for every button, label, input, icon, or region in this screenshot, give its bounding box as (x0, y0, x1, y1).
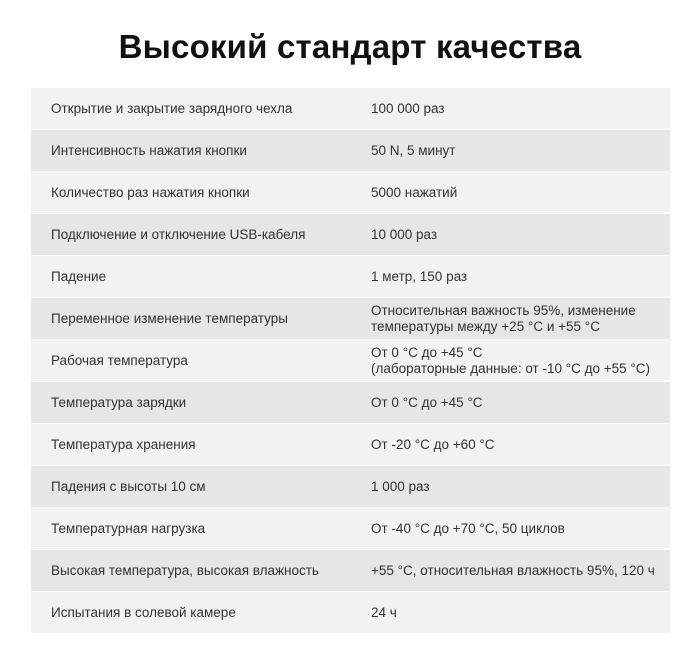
spec-label: Количество раз нажатия кнопки (51, 184, 250, 200)
spec-row (31, 130, 670, 172)
spec-label: Рабочая температура (51, 352, 188, 368)
spec-value: Относительная важность 95%, изменение температуры между +25 °C и +55 °C (371, 302, 636, 334)
page-title: Высокий стандарт качества (118, 28, 582, 66)
spec-label: Испытания в солевой камере (51, 604, 236, 620)
spec-value: 1 метр, 150 раз (371, 268, 468, 284)
spec-row (31, 508, 670, 550)
spec-label: Высокая температура, высокая влажность (51, 562, 319, 578)
spec-label: Падение (51, 268, 107, 284)
spec-value: 10 000 раз (371, 226, 438, 242)
spec-row (31, 298, 670, 340)
spec-value: От 0 °C до +45 °C (371, 394, 483, 410)
spec-row (31, 172, 670, 214)
spec-row (31, 466, 670, 508)
spec-label: Температурная нагрузка (51, 520, 206, 536)
spec-row (31, 256, 670, 298)
spec-row (31, 424, 670, 466)
spec-label: Температура хранения (51, 436, 196, 452)
spec-value: От -40 °C до +70 °C, 50 циклов (371, 520, 565, 536)
spec-row (31, 382, 670, 424)
spec-row (31, 214, 670, 256)
spec-label: Переменное изменение температуры (51, 310, 288, 326)
spec-value: От -20 °C до +60 °C (371, 436, 495, 452)
spec-label: Открытие и закрытие зарядного чехла (51, 100, 293, 116)
spec-value: 5000 нажатий (371, 184, 458, 200)
spec-value: 100 000 раз (371, 100, 445, 116)
spec-row (31, 88, 670, 130)
spec-label: Температура зарядки (51, 394, 187, 410)
spec-value: От 0 °C до +45 °C (лабораторные данные: от -10 °C до +55 °C) (371, 344, 651, 376)
spec-table (31, 88, 670, 634)
spec-label: Интенсивность нажатия кнопки (51, 142, 247, 158)
spec-value: 24 ч (371, 604, 397, 620)
spec-row (31, 340, 670, 382)
spec-label: Падения с высоты 10 см (51, 478, 206, 494)
spec-row (31, 592, 670, 634)
spec-value: +55 °C, относительная влажность 95%, 120 ч (371, 562, 655, 578)
spec-value: 1 000 раз (371, 478, 430, 494)
spec-label: Подключение и отключение USB-кабеля (51, 226, 306, 242)
spec-row (31, 550, 670, 592)
spec-value: 50 N, 5 минут (371, 142, 456, 158)
